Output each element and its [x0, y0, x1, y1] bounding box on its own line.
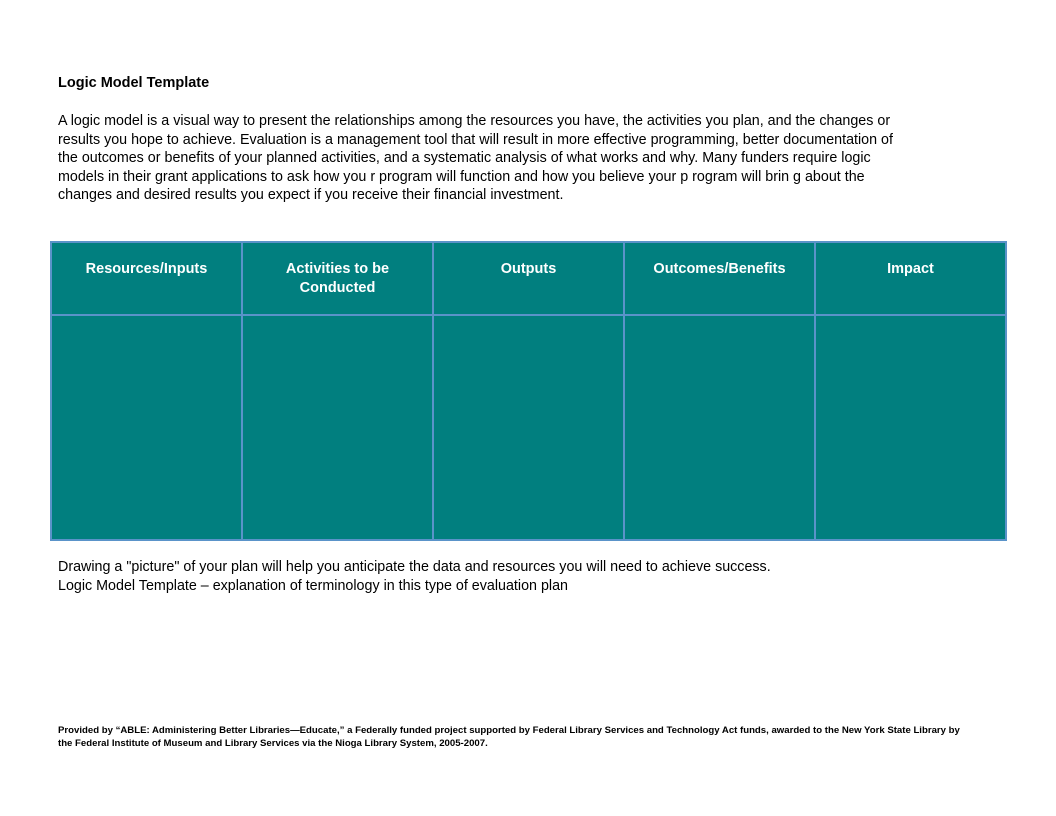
- cell-resources-inputs[interactable]: [51, 315, 242, 540]
- header-label: Impact: [887, 261, 934, 277]
- table-header-row: [51, 242, 1006, 315]
- logic-model-table: [50, 241, 1007, 541]
- cell-activities[interactable]: [242, 315, 433, 540]
- header-outputs: [433, 242, 624, 315]
- after-line: Drawing a "picture" of your plan will help you anticipate the data and resources you will need to achieve success.: [58, 559, 771, 575]
- after-table-text: [58, 558, 771, 595]
- intro-line: results you hope to achieve. Evaluation is a management tool that will result in more effective programming, better documentation of: [58, 131, 893, 148]
- cell-outputs[interactable]: [433, 315, 624, 540]
- table-body-row: [51, 315, 1006, 540]
- intro-line: the outcomes or benefits of your planned activities, and a systematic analysis of what works and why. Many funders require logic: [58, 150, 871, 166]
- intro-line: models in their grant applications to ask how you r program will function and how you believe your p rogram will brin g about the: [58, 168, 865, 185]
- document-title: Logic Model Template: [58, 75, 210, 91]
- intro-line: changes and desired results you expect if you receive their financial investment.: [58, 187, 564, 203]
- header-activities: [242, 242, 433, 315]
- after-line: Logic Model Template – explanation of terminology in this type of evaluation plan: [58, 577, 568, 594]
- header-label-line2: Conducted: [299, 280, 376, 296]
- header-resources-inputs: [51, 242, 242, 315]
- footer-line: Provided by “ABLE: Administering Better Libraries—Educate,” a Federally funded project supported by Federal Library Services and Technology Act funds, awarded to the New York State Library by: [58, 725, 960, 736]
- header-label: Resources/Inputs: [85, 261, 208, 277]
- footer-credit: [58, 725, 1008, 750]
- intro-paragraph: [58, 112, 1003, 205]
- header-outcomes-benefits: [624, 242, 815, 315]
- cell-impact[interactable]: [815, 315, 1006, 540]
- header-label: Outcomes/Benefits: [653, 261, 786, 277]
- cell-outcomes-benefits[interactable]: [624, 315, 815, 540]
- footer-line: the Federal Institute of Museum and Library Services via the Nioga Library System, 2005-2007.: [58, 737, 488, 749]
- header-label: Outputs: [500, 261, 557, 277]
- header-label: Activities to be: [285, 261, 390, 277]
- header-impact: [815, 242, 1006, 315]
- intro-line: A logic model is a visual way to present the relationships among the resources you have, the activities you plan, and the changes or: [58, 113, 891, 129]
